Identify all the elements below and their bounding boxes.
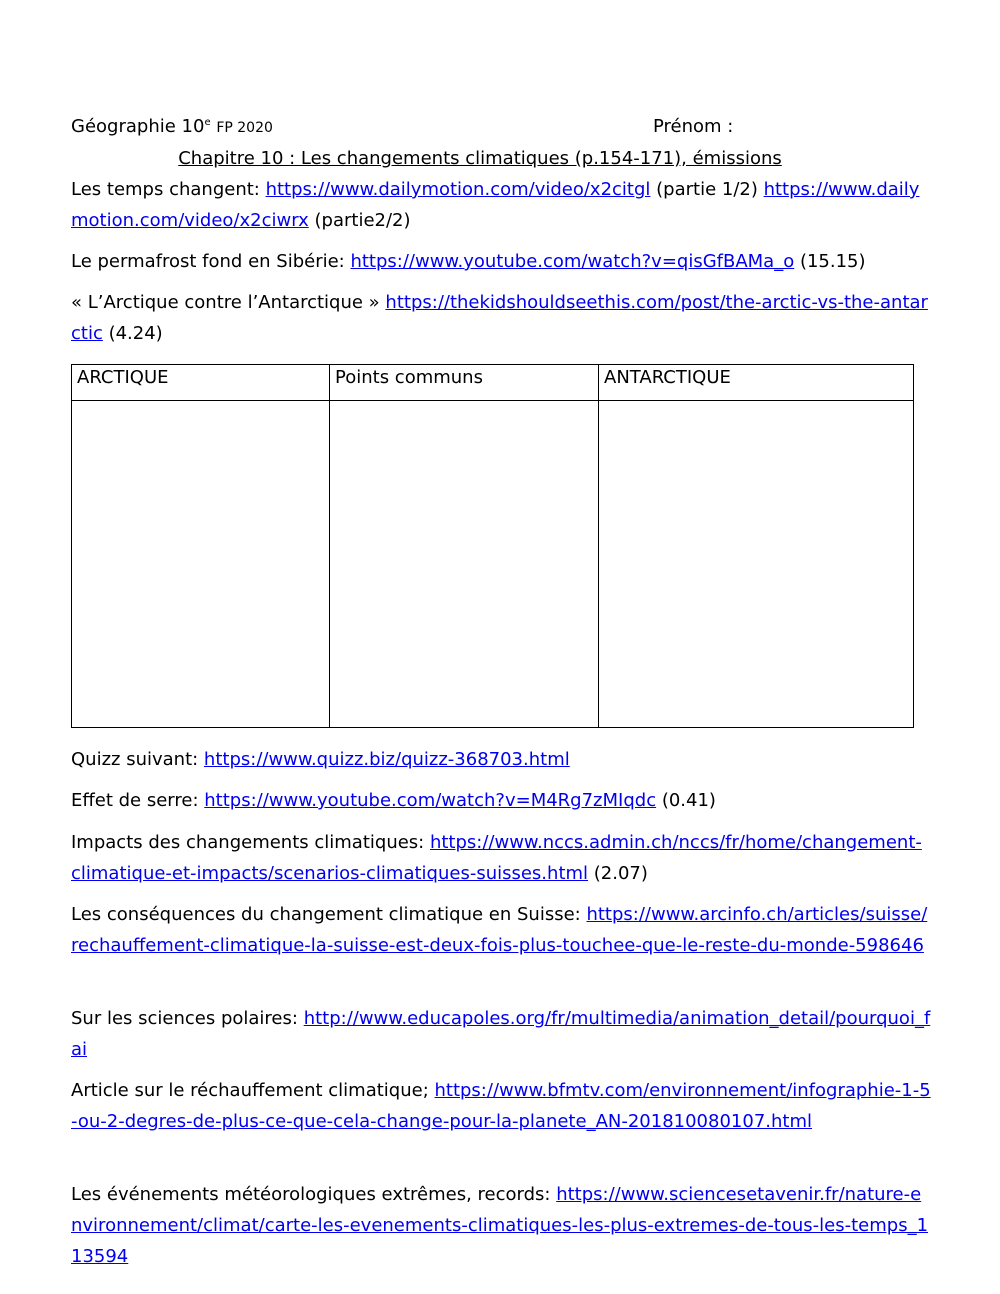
resource-link[interactable]: http://www.educapoles.org/fr/multimedia/animation_detail/pourquoi_fai	[71, 1008, 931, 1060]
arctic-link[interactable]: https://thekidshouldseethis.com/post/the-arctic-vs-the-antarctic	[71, 292, 928, 344]
class-year: FP 2020	[216, 120, 273, 136]
temps-part2: (partie2/2)	[308, 210, 411, 231]
permafrost-label: Le permafrost fond en Sibérie:	[71, 251, 351, 272]
table-header-row	[72, 365, 914, 401]
comparison-table	[71, 364, 914, 728]
temps-link-1[interactable]: https://www.dailymotion.com/video/x2citgl	[265, 179, 651, 200]
temps-part1: (partie 1/2)	[650, 179, 764, 200]
arctic-label: « L’Arctique contre l’Antarctique »	[71, 292, 386, 313]
cell-points-communs[interactable]	[330, 401, 599, 728]
resource-evenements-extremes	[71, 1179, 931, 1272]
resource-impacts	[71, 827, 931, 889]
resource-label: Impacts des changements climatiques:	[71, 832, 430, 853]
resource-suffix: (2.07)	[588, 863, 648, 884]
table-answer-row	[72, 401, 914, 728]
arctic-time: (4.24)	[102, 323, 163, 344]
temps-changent-line	[71, 174, 931, 236]
temps-link-2[interactable]: https://www.dailymotion.com/video/x2ciwrx	[71, 179, 920, 231]
arctic-line	[71, 287, 931, 349]
resource-label: Article sur le réchauffement climatique;	[71, 1080, 435, 1101]
header-points-communs: Points communs	[330, 365, 599, 401]
resource-label: Sur les sciences polaires:	[71, 1008, 304, 1029]
permafrost-link[interactable]: https://www.youtube.com/watch?v=qisGfBAMa_o	[350, 251, 795, 272]
resource-rechauffement	[71, 1075, 931, 1137]
resource-label: Les événements météorologiques extrêmes, records:	[71, 1184, 557, 1205]
resource-label: Les conséquences du changement climatique en Suisse:	[71, 904, 587, 925]
header-arctique: ARCTIQUE	[72, 365, 330, 401]
resource-link[interactable]: https://www.quizz.biz/quizz-368703.html	[203, 749, 570, 770]
resource-quizz	[71, 744, 931, 775]
subject-text: Géographie 10	[71, 116, 205, 137]
resource-suffix: (0.41)	[656, 790, 716, 811]
resource-link[interactable]: https://www.sciencesetavenir.fr/nature-environnement/climat/carte-les-evenements-climatiques-les-plus-extremes-de-tous-les-temps_113594	[71, 1184, 929, 1267]
permafrost-line	[71, 246, 931, 277]
cell-arctique[interactable]	[72, 401, 330, 728]
header-antarctique: ANTARCTIQUE	[599, 365, 914, 401]
temps-label: Les temps changent:	[71, 179, 266, 200]
resource-label: Effet de serre:	[71, 790, 205, 811]
resource-link[interactable]: https://www.bfmtv.com/environnement/infographie-1-5-ou-2-degres-de-plus-ce-que-cela-change-pour-la-planete_AN-201810080107.html	[71, 1080, 931, 1132]
resource-link[interactable]: https://www.youtube.com/watch?v=M4Rg7zMIqdc	[204, 790, 657, 811]
resource-label: Quizz suivant:	[71, 749, 204, 770]
header-subject	[71, 111, 273, 144]
resource-effet-de-serre	[71, 785, 931, 816]
resource-link[interactable]: https://www.nccs.admin.ch/nccs/fr/home/changement-climatique-et-impacts/scenarios-climatiques-suisses.html	[71, 832, 922, 884]
chapter-title: Chapitre 10 : Les changements climatiques (p.154-171), émissions	[178, 148, 782, 169]
resource-consequences-suisse	[71, 899, 931, 961]
grade-superscript: e	[204, 117, 211, 128]
resource-link[interactable]: https://www.arcinfo.ch/articles/suisse/rechauffement-climatique-la-suisse-est-deux-fois-plus-touchee-que-le-reste-du-monde-598646	[71, 904, 928, 956]
resource-sciences-polaires	[71, 1003, 931, 1065]
cell-antarctique[interactable]	[599, 401, 914, 728]
permafrost-time: (15.15)	[794, 251, 866, 272]
prenom-label: Prénom :	[653, 116, 734, 137]
